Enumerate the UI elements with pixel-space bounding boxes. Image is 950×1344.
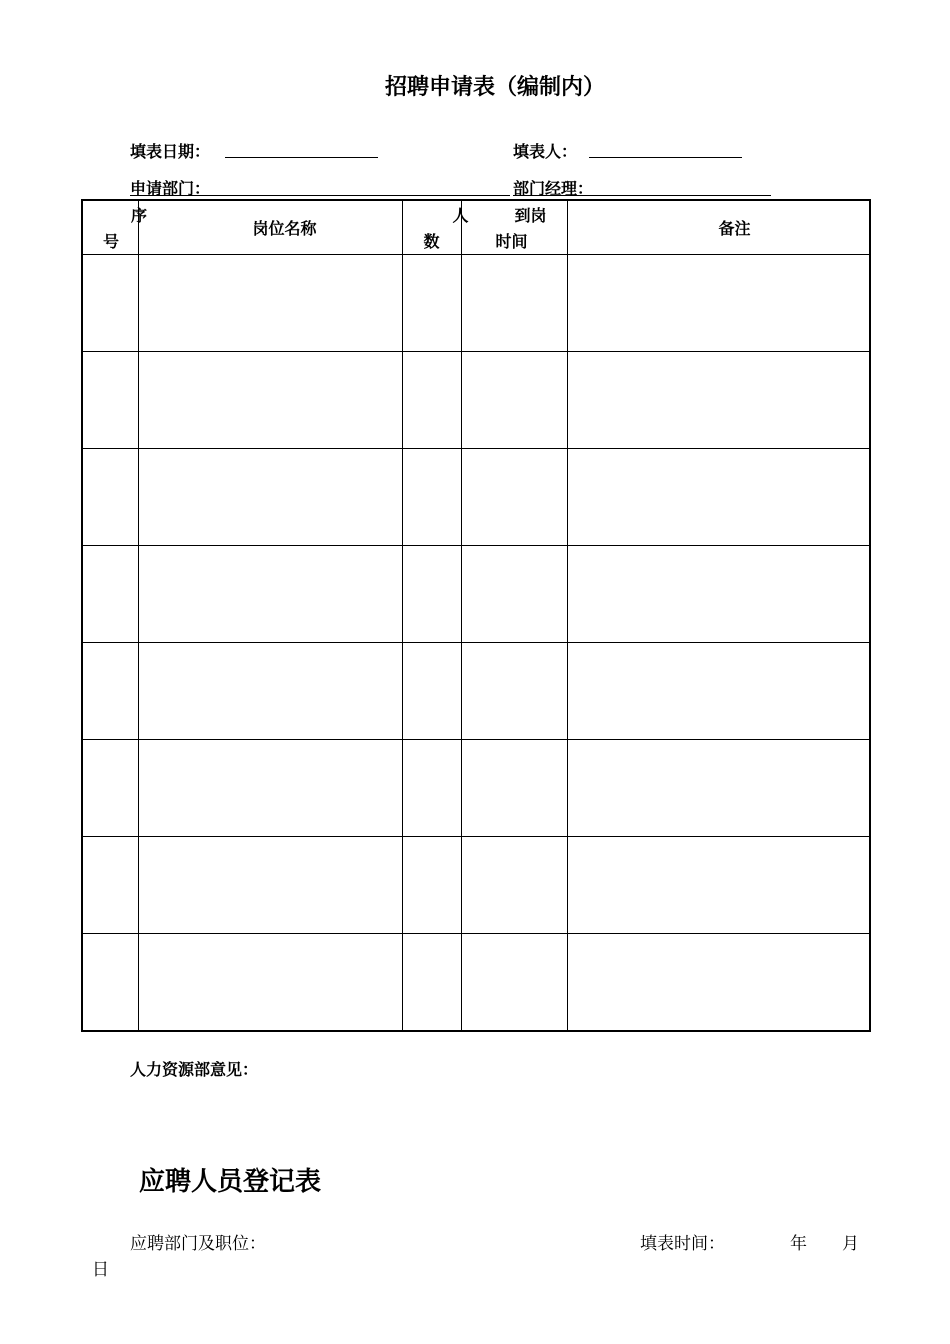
hr-opinion-label: 人力资源部意见： xyxy=(130,1060,259,1079)
cell-count[interactable] xyxy=(402,352,461,449)
cell-count[interactable] xyxy=(402,449,461,546)
filler-line[interactable] xyxy=(589,157,742,158)
cell-count[interactable] xyxy=(402,934,461,1032)
cell-seq[interactable] xyxy=(82,643,138,740)
header-arrival-bottom: 时间 xyxy=(495,232,528,251)
header-seq-bottom: 号 xyxy=(103,232,120,251)
cell-arrival[interactable] xyxy=(461,740,567,837)
cell-notes[interactable] xyxy=(567,934,870,1032)
cell-seq[interactable] xyxy=(82,352,138,449)
cell-count[interactable] xyxy=(402,837,461,934)
cell-notes[interactable] xyxy=(567,643,870,740)
header-count-bottom: 数 xyxy=(423,232,440,251)
day-label: 日 xyxy=(92,1260,109,1280)
cell-arrival[interactable] xyxy=(461,255,567,352)
cell-seq[interactable] xyxy=(82,255,138,352)
cell-notes[interactable] xyxy=(567,546,870,643)
table-row xyxy=(82,837,870,934)
second-form-title: 应聘人员登记表 xyxy=(139,1167,322,1197)
fill-date-line[interactable] xyxy=(225,157,378,158)
cell-count[interactable] xyxy=(402,643,461,740)
table-header-row xyxy=(82,200,870,255)
fill-date-label: 填表日期： xyxy=(130,142,211,161)
header-notes-label: 备注 xyxy=(718,219,751,238)
header-position-label: 岗位名称 xyxy=(252,219,317,238)
cell-arrival[interactable] xyxy=(461,643,567,740)
recruitment-table xyxy=(81,199,871,1032)
cell-notes[interactable] xyxy=(567,255,870,352)
cell-seq[interactable] xyxy=(82,837,138,934)
header-notes xyxy=(567,200,870,255)
header-seq xyxy=(82,200,148,255)
applicant-dept-position-label: 应聘部门及职位： xyxy=(130,1234,266,1254)
filler-label: 填表人： xyxy=(513,142,578,161)
header-arrival-top: 到岗 xyxy=(514,206,547,225)
cell-notes[interactable] xyxy=(567,449,870,546)
cell-position[interactable] xyxy=(138,934,402,1032)
table-row xyxy=(82,255,870,352)
table-row xyxy=(82,352,870,449)
cell-position[interactable] xyxy=(138,837,402,934)
cell-arrival[interactable] xyxy=(461,837,567,934)
cell-notes[interactable] xyxy=(567,352,870,449)
cell-notes[interactable] xyxy=(567,837,870,934)
table-row xyxy=(82,934,870,1032)
cell-position[interactable] xyxy=(138,643,402,740)
header-position xyxy=(138,200,402,255)
cell-seq[interactable] xyxy=(82,449,138,546)
year-label: 年 xyxy=(790,1234,807,1254)
cell-arrival[interactable] xyxy=(461,546,567,643)
cell-seq[interactable] xyxy=(82,546,138,643)
table-row xyxy=(82,740,870,837)
department-line[interactable] xyxy=(130,195,510,196)
header-count-top: 人 xyxy=(452,206,469,225)
table-row xyxy=(82,449,870,546)
month-label: 月 xyxy=(842,1234,859,1254)
cell-position[interactable] xyxy=(138,546,402,643)
cell-arrival[interactable] xyxy=(461,449,567,546)
cell-seq[interactable] xyxy=(82,934,138,1032)
header-arrival xyxy=(461,200,567,255)
cell-position[interactable] xyxy=(138,449,402,546)
header-seq-top: 序 xyxy=(131,206,148,225)
cell-position[interactable] xyxy=(138,740,402,837)
cell-arrival[interactable] xyxy=(461,934,567,1032)
fill-time-label: 填表时间： xyxy=(640,1234,725,1254)
table-row xyxy=(82,546,870,643)
cell-count[interactable] xyxy=(402,255,461,352)
manager-label: 部门经理： xyxy=(513,179,594,198)
cell-count[interactable] xyxy=(402,740,461,837)
department-label: 申请部门： xyxy=(130,179,211,198)
cell-position[interactable] xyxy=(138,255,402,352)
cell-notes[interactable] xyxy=(567,740,870,837)
header-count xyxy=(402,200,469,255)
manager-line[interactable] xyxy=(513,195,771,196)
cell-position[interactable] xyxy=(138,352,402,449)
table-row xyxy=(82,643,870,740)
cell-arrival[interactable] xyxy=(461,352,567,449)
cell-count[interactable] xyxy=(402,546,461,643)
cell-seq[interactable] xyxy=(82,740,138,837)
form-title: 招聘申请表（编制内） xyxy=(384,75,605,100)
